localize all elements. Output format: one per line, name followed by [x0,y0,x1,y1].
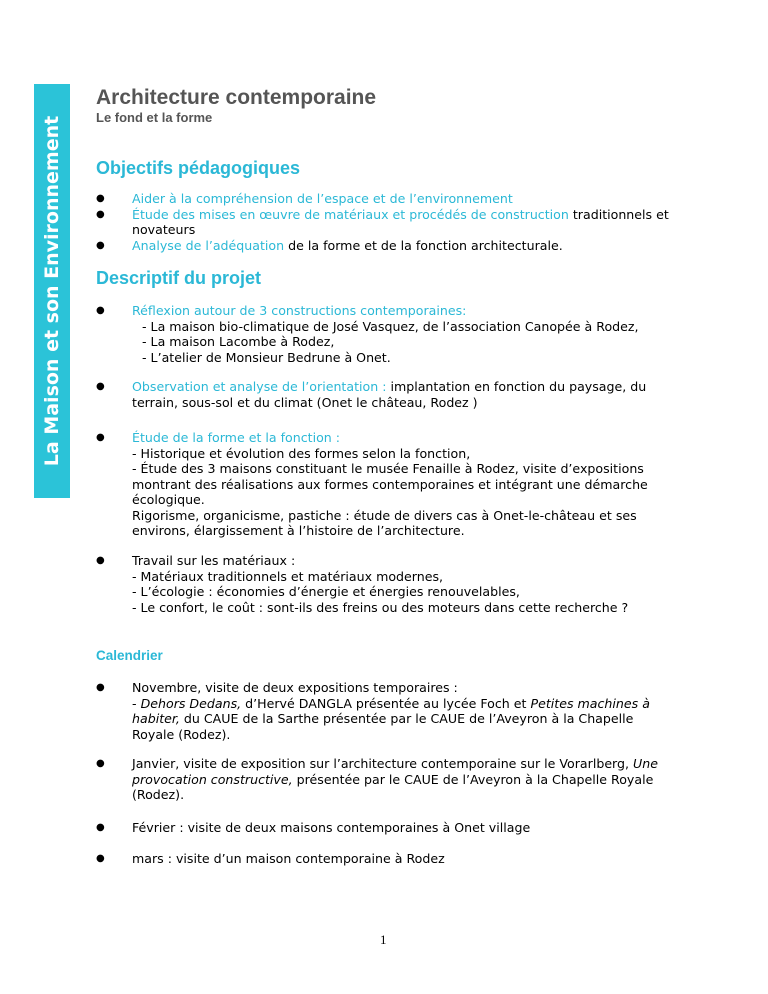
bullet-icon: ● [96,193,105,204]
bullet-icon: ● [96,822,105,833]
descriptif-item-3: ● Étude de la forme et la fonction : - Historique et évolution des formes selon la fonction, - Étude des 3 maisons constituant le musée Fenaille à Rodez, visite d’expositions montrant des réalisations aux formes contemporaines et intégrant une démarche écologique. Rigorisme, organicisme, pastiche : étude de divers cas à Onet-le-château et ses environs, élargissement à l’histoire de l’architecture. [96,430,648,538]
bullet-icon: ● [96,682,105,693]
page-subtitle: Le fond et la forme [96,110,213,125]
calendrier-fevrier: ● Février : visite de deux maisons contemporaines à Onet village [96,820,531,835]
page-number: 1 [380,932,387,947]
bullet-icon: ● [96,381,105,392]
calendrier-mars: ● mars : visite d’un maison contemporaine à Rodez [96,851,445,866]
sidebar-band [34,84,70,498]
heading-descriptif: Descriptif du projet [96,268,262,288]
heading-objectifs: Objectifs pédagogiques [96,158,301,178]
calendrier-janvier: ● Janvier, visite de exposition sur l’architecture contemporaine sur le Vorarlberg, Une provocation constructive, présentée par le CAUE de l’Aveyron à la Chapelle Royale (Rodez). [96,756,658,802]
bullet-icon: ● [96,758,105,769]
bullet-icon: ● [96,853,105,864]
list-item: ● Analyse de l’adéquation de la forme et de la fonction architecturale. [96,237,563,253]
bullet-icon: ● [96,555,105,566]
descriptif-item-1: ● Réflexion autour de 3 constructions contemporaines: - La maison bio-climatique de José Vasquez, de l’association Canopée à Rodez, - La maison Lacombe à Rodez, - L’atelier de Monsieur Bedrune à Onet. [96,303,639,365]
calendrier-novembre: ● Novembre, visite de deux expositions temporaires : - Dehors Dedans, d’Hervé DANGLA présentée au lycée Foch et Petites machines à habiter, du CAUE de la Sarthe présentée par le CAUE de l’Aveyron à la Chapelle Royale (Rodez). [96,680,650,742]
descriptif-item-2: ● Observation et analyse de l’orientation : implantation en fonction du paysage, du terrain, sous-sol et du climat (Onet le château, Rodez ) [96,379,647,410]
list-item: ● Aider à la compréhension de l’espace et de l’environnement [96,191,513,206]
bullet-icon: ● [96,239,105,251]
heading-calendrier: Calendrier [96,648,163,663]
bullet-icon: ● [96,432,105,443]
list-item: ● Étude des mises en œuvre de matériaux et procédés de construction traditionnels et novateurs [96,206,669,237]
objectifs-list [96,191,672,253]
bullet-icon: ● [96,305,105,316]
descriptif-item-4: ● Travail sur les matériaux : - Matériaux traditionnels et matériaux modernes, - L’écologie : économies d’énergie et énergies renouvelables, - Le confort, le coût : sont-ils des freins ou des moteurs dans cette recherche ? [96,553,629,615]
sidebar-title: La Maison et son Environnement [41,115,63,467]
page-title: Architecture contemporaine [96,86,377,109]
bullet-icon: ● [96,208,105,220]
